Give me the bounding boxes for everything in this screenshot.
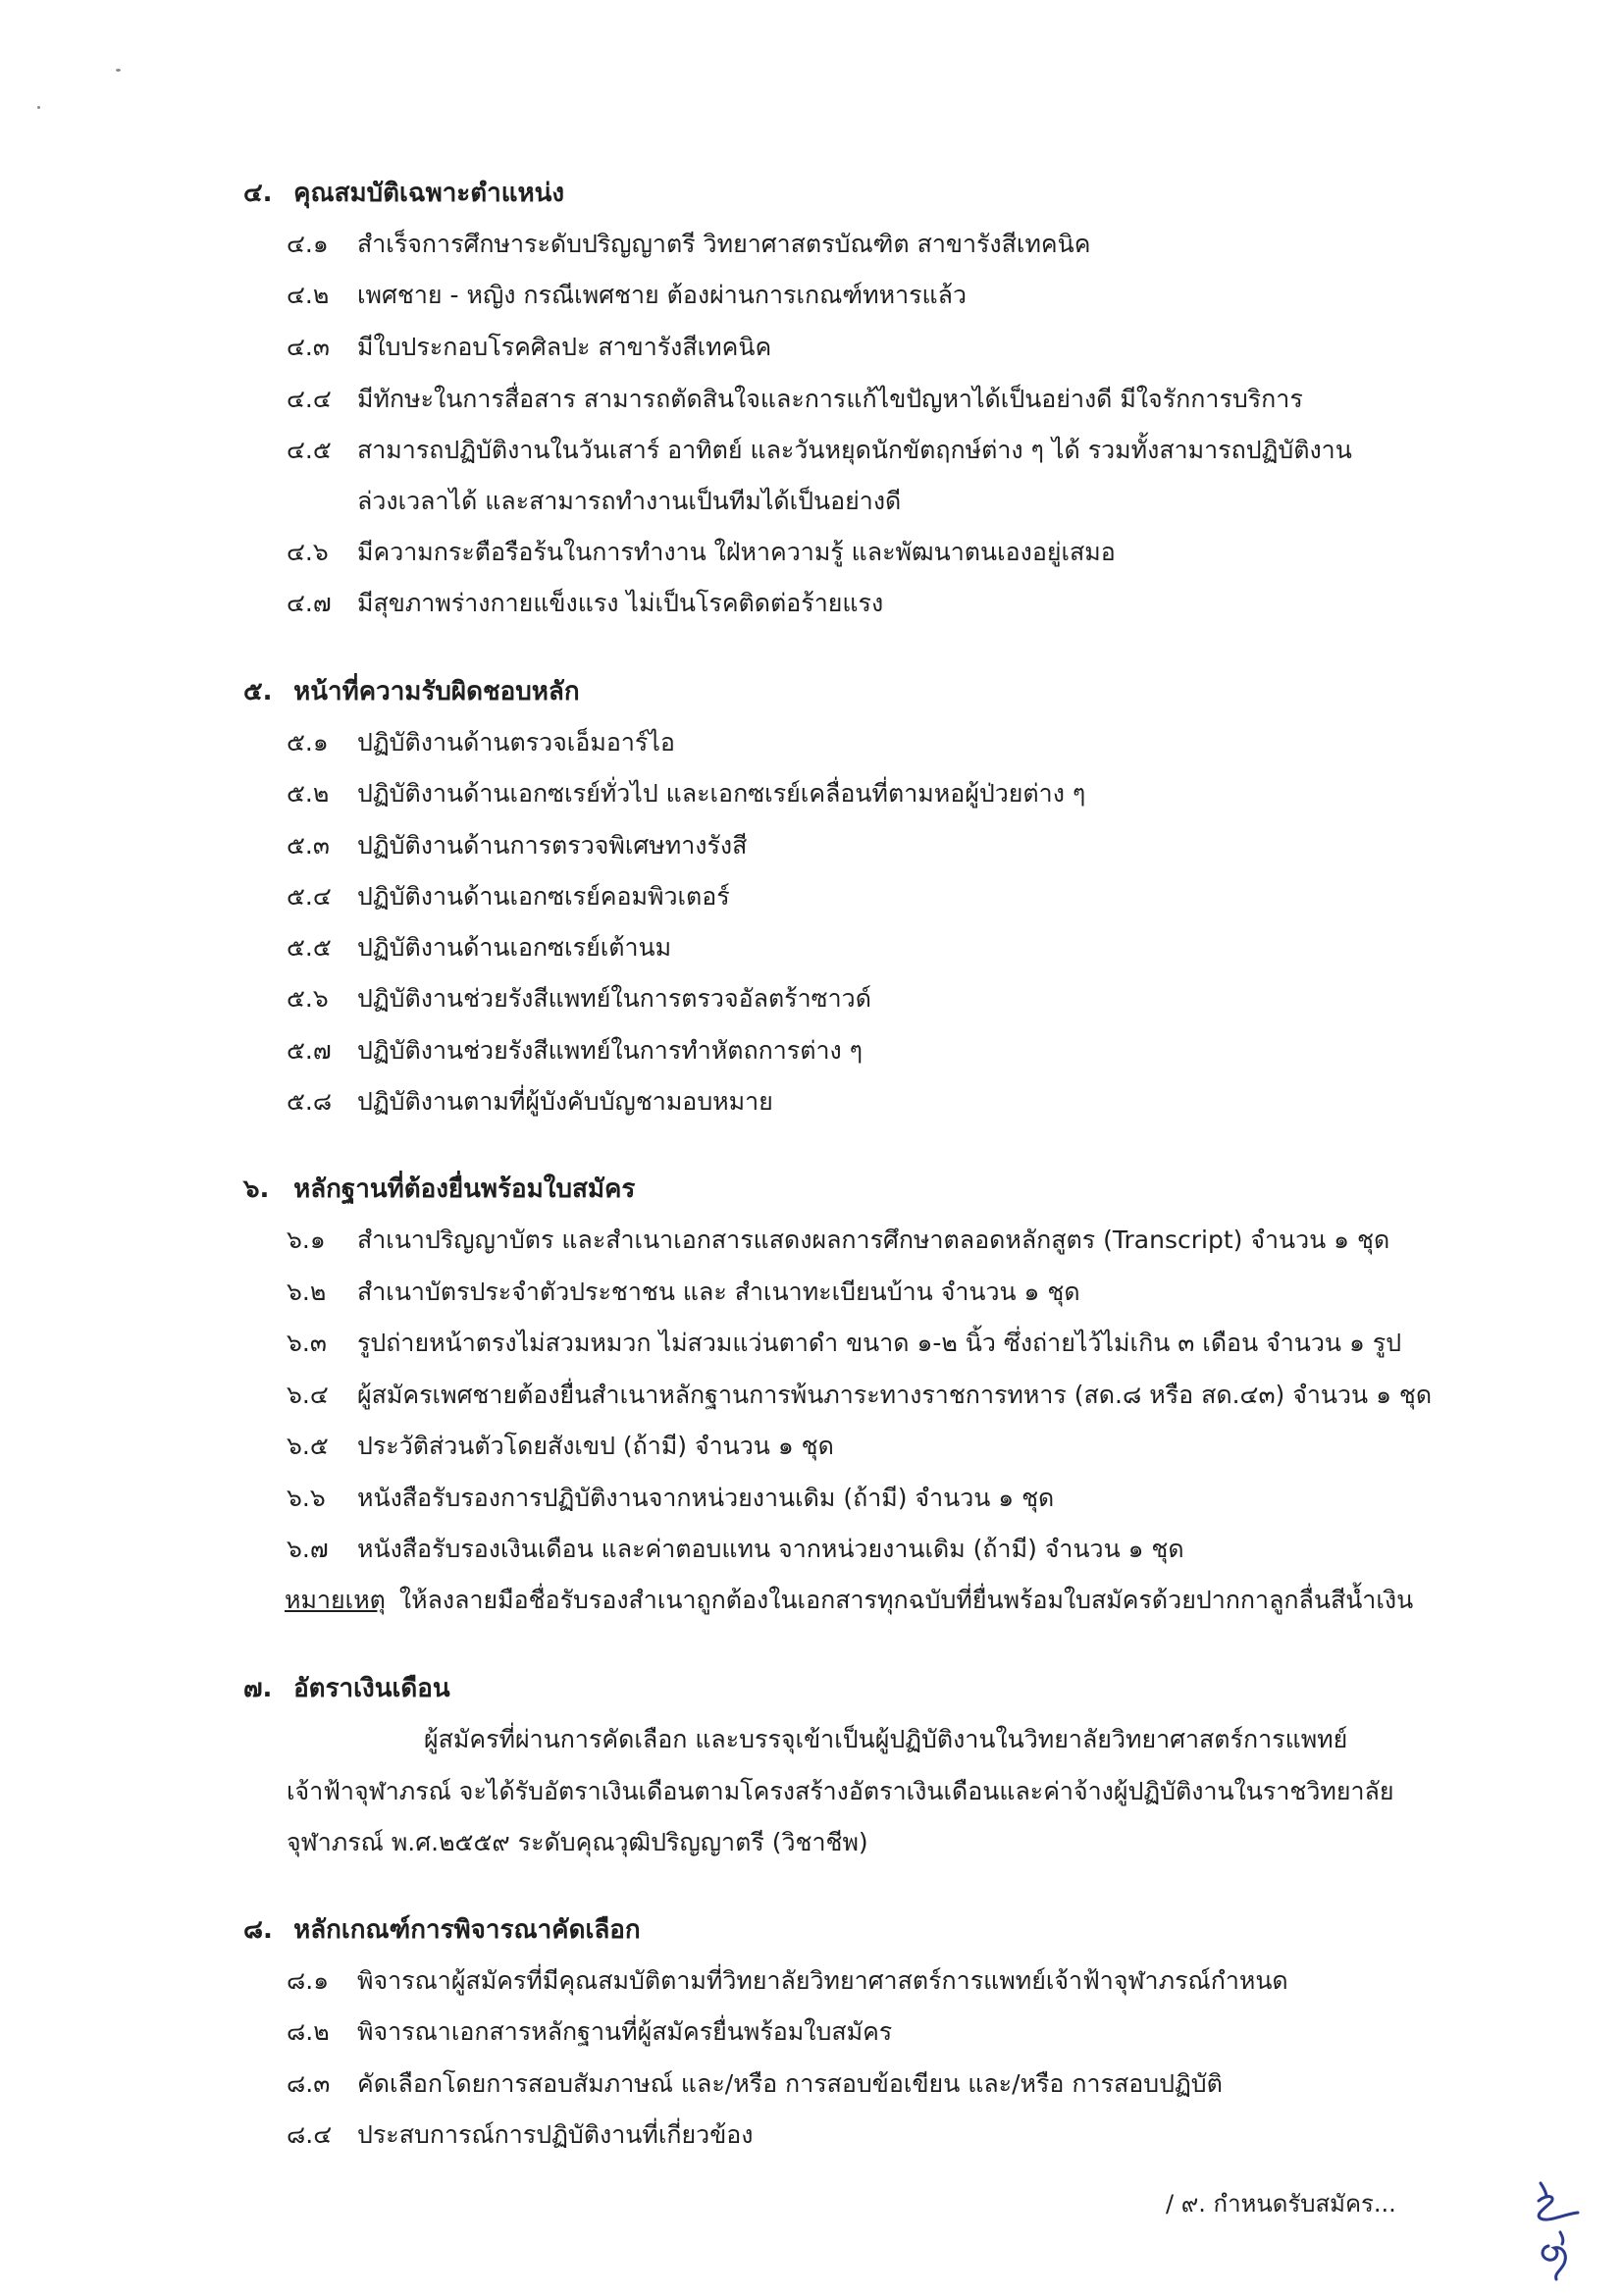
scan-speck [37, 106, 40, 109]
section-6-heading [243, 1169, 635, 1209]
section-title: หน้าที่ความรับผิดชอบหลัก [293, 677, 580, 706]
section-5-heading [243, 671, 580, 711]
salary-paragraph-line: ผู้สมัครที่ผ่านการคัดเลือก และบรรจุเข้าเป็นผู้ปฏิบัติงานในวิทยาลัยวิทยาศาสตร์การแพทย์ [424, 1725, 1348, 1753]
section-number: ๕. [243, 677, 273, 706]
handwritten-initials [1511, 2164, 1599, 2286]
section-8-heading [243, 1909, 641, 1950]
note [285, 1581, 1413, 1620]
section-title: หลักฐานที่ต้องยื่นพร้อมใบสมัคร [293, 1174, 636, 1204]
scan-speck [116, 69, 121, 72]
salary-paragraph-line: จุฬาภรณ์ พ.ศ.๒๕๕๙ ระดับคุณวุฒิปริญญาตรี (วิชาชีพ) [287, 1828, 868, 1856]
section-title: หลักเกณฑ์การพิจารณาคัดเลือก [293, 1915, 641, 1945]
section-number: ๗. [243, 1674, 273, 1703]
note-text: ให้ลงลายมือชื่อรับรองสำเนาถูกต้องในเอกสารทุกฉบับที่ยื่นพร้อมใบสมัครด้วยปากกาลูกลื่นสีน้ำเงิน [398, 1586, 1414, 1614]
section-number: ๘. [243, 1915, 273, 1945]
section-number: ๖. [243, 1174, 270, 1204]
section-7-heading [243, 1668, 450, 1708]
document-page: ๔. คุณสมบัติเฉพาะตำแหน่ง ๔.๑ สำเร็จการศึกษาระดับปริญญาตรี วิทยาศาสตรบัณฑิต สาขารังสีเทคนิค ๔.๒ เพศชาย - หญิง กรณีเพศชาย ต้องผ่านการเกณฑ์ทหารแล้ว ๔.๓ มีใบประกอบโรคศิลปะ สาขารังสีเทคนิค ๔.๔ มีทักษะในการสื่อสาร สามารถตัดสินใจและการแก้ไขปัญหาได้เป็นอย่างดี มีใจรักการบริการ ๔.๕ สามารถปฏิบัติงานในวันเสาร์ อาทิตย์ และวันหยุดนักขัตฤกษ์ต่าง ๆ ได้ รวมทั้งสามารถปฏิบัติงาน ล่วงเวลาได้ และสามารถทำงานเป็นทีมได้เป็นอย่างดี ๔.๖ มีความกระตือรือร้นในการทำงาน ใฝ่หาความรู้ และพัฒนาตนเองอยู่เสมอ ๔.๗ มีสุขภาพร่างกายแข็งแรง ไม่เป็นโรคติดต่อร้ายแรง ๕. หน้าที่ความรับผิดชอบหลัก ๕.๑ ปฏิบัติงานด้านตรวจเอ็มอาร์ไอ ๕.๒ ปฏิบัติงานด้านเอกซเรย์ทั่วไป และเอกซเรย์เคลื่อนที่ตามหอผู้ป่วยต่าง ๆ ๕.๓ ปฏิบัติงานด้านการตรวจพิเศษทางรังสี ๕.๔ ปฏิบัติงานด้านเอกซเรย์คอมพิวเตอร์ ๕.๕ ปฏิบัติงานด้านเอกซเรย์เต้านม ๕.๖ ปฏิบัติงานช่วยรังสีแพทย์ในการตรวจอัลตร้าซาวด์ ๕.๗ ปฏิบัติงานช่วยรังสีแพทย์ในการทำหัตถการต่าง ๆ ๕.๘ ปฏิบัติงานตามที่ผู้บังคับบัญชามอบหมาย ๖. หลักฐานที่ต้องยื่นพร้อมใบสมัคร ๖.๑ สำเนาปริญญาบัตร และสำเนาเอกสารแสดงผลการศึกษาตลอดหลักสูตร (Transcript) จำนวน ๑ ชุด ๖.๒ สำเนาบัตรประจำตัวประชาชน และ สำเนาทะเบียนบ้าน จำนวน ๑ ชุด ๖.๓ รูปถ่ายหน้าตรงไม่สวมหมวก ไม่สวมแว่นตาดำ ขนาด ๑-๒ นิ้ว ซึ่งถ่ายไว้ไม่เกิน ๓ เดือน จำนวน ๑ รูป ๖.๔ ผู้สมัครเพศชายต้องยื่นสำเนาหลักฐานการพ้นภาระทางราชการทหาร (สด.๘ หรือ สด.๔๓) จำนวน ๑ ชุด ๖.๕ ประวัติส่วนตัวโดยสังเขป (ถ้ามี) จำนวน ๑ ชุด ๖.๖ หนังสือรับรองการปฏิบัติงานจากหน่วยงานเดิม (ถ้ามี) จำนวน ๑ ชุด ๖.๗ หนังสือรับรองเงินเดือน และค่าตอบแทน จากหน่วยงานเดิม (ถ้ามี) จำนวน ๑ ชุด หมายเหตุ ให้ลงลายมือชื่อรับรองสำเนาถูกต้องในเอกสารทุกฉบับที่ยื่นพร้อมใบสมัครด้วยปากกาลูกลื่นสีน้ำเงิน ๗. อัตราเงินเดือน ผู้สมัครที่ผ่านการคัดเลือก และบรรจุเข้าเป็นผู้ปฏิบัติงานในวิทยาลัยวิทยาศาสตร์การแพทย์ เจ้าฟ้าจุฬาภรณ์ จะได้รับอัตราเงินเดือนตามโครงสร้างอัตราเงินเดือนและค่าจ้างผู้ปฏิบัติงานในราชวิทยาลัย จุฬาภรณ์ พ.ศ.๒๕๕๙ ระดับคุณวุฒิปริญญาตรี (วิชาชีพ) ๘. หลักเกณฑ์การพิจารณาคัดเลือก ๘.๑ พิจารณาผู้สมัครที่มีคุณสมบัติตามที่วิทยาลัยวิทยาศาสตร์การแพทย์เจ้าฟ้าจุฬาภรณ์กำหนด ๘.๒ พิจารณาเอกสารหลักฐานที่ผู้สมัครยื่นพร้อมใบสมัคร ๘.๓ คัดเลือกโดยการสอบสัมภาษณ์ และ/หรือ การสอบข้อเขียน และ/หรือ การสอบปฏิบัติ ๘.๔ ประสบการณ์การปฏิบัติงานที่เกี่ยวข้อง / ๙. กำหนดรับสมัคร... [0, 0, 1623, 2296]
continuation-footer: / ๙. กำหนดรับสมัคร... [1166, 2190, 1396, 2218]
section-number: ๔. [243, 179, 273, 208]
section-4-heading [243, 173, 564, 213]
salary-paragraph-line: เจ้าฟ้าจุฬาภรณ์ จะได้รับอัตราเงินเดือนตามโครงสร้างอัตราเงินเดือนและค่าจ้างผู้ปฏิบัติงานในราชวิทยาลัย [287, 1777, 1394, 1805]
note-label: หมายเหตุ [285, 1586, 386, 1614]
section-title: อัตราเงินเดือน [293, 1674, 450, 1703]
section-title: คุณสมบัติเฉพาะตำแหน่ง [293, 179, 565, 208]
